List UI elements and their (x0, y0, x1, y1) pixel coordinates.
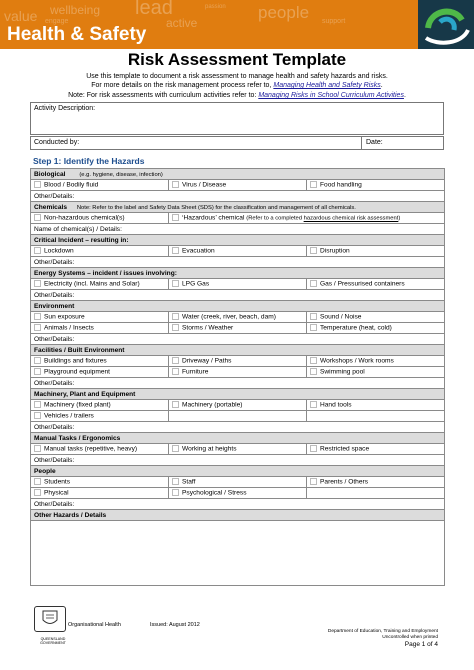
option-label: Working at heights (182, 445, 237, 453)
manual-tasks-header: Manual Tasks / Ergonomics (31, 433, 445, 444)
empty-cell (169, 411, 307, 422)
checkbox-icon[interactable] (34, 313, 41, 320)
hazard-option[interactable] (169, 180, 307, 191)
checkbox-icon[interactable] (34, 445, 41, 452)
banner-word: people (258, 3, 310, 22)
option-note: (Refer to a completed (246, 215, 304, 222)
option-label: Parents / Others (320, 478, 369, 486)
hazard-option[interactable] (169, 246, 307, 257)
checkbox-icon[interactable] (34, 214, 41, 221)
checkbox-icon[interactable] (34, 247, 41, 254)
activity-description-field[interactable] (30, 102, 444, 135)
table-row (31, 367, 445, 378)
option-label: Sun exposure (44, 313, 85, 321)
swirl-logo-icon (418, 0, 474, 49)
option-label: Disruption (320, 247, 350, 255)
footer-dept: Department of Education, Training and Employment (327, 629, 438, 634)
other-details-field[interactable]: Other/Details: (31, 422, 445, 433)
footer-page-number: Page 1 of 4 (404, 641, 438, 648)
checkbox-icon[interactable] (310, 247, 317, 254)
option-label: Buildings and fixtures (44, 357, 107, 365)
option-label: Manual tasks (repetitive, heavy) (44, 445, 138, 453)
other-details-field[interactable]: Other/Details: (31, 455, 445, 466)
checkbox-icon[interactable] (172, 401, 179, 408)
banner-word: value (4, 8, 38, 24)
checkbox-icon[interactable] (34, 280, 41, 287)
checkbox-icon[interactable] (310, 357, 317, 364)
option-label: Furniture (182, 368, 209, 376)
hazard-option[interactable] (31, 367, 169, 378)
hazard-option[interactable] (31, 246, 169, 257)
checkbox-icon[interactable] (34, 489, 41, 496)
other-hazards-field[interactable] (31, 521, 445, 586)
checkbox-icon[interactable] (172, 280, 179, 287)
other-details-field[interactable]: Other/Details: (31, 334, 445, 345)
banner-word: passion (205, 4, 226, 10)
banner-word: engage (45, 18, 69, 25)
people-header: People (31, 466, 445, 477)
checkbox-icon[interactable] (172, 368, 179, 375)
hazard-option[interactable] (169, 279, 307, 290)
footer-org: Organisational Health (68, 622, 121, 628)
banner-word: active (166, 16, 198, 30)
hazard-option[interactable] (31, 444, 169, 455)
activity-description-label: Activity Description: (34, 105, 96, 112)
hazard-option[interactable] (169, 312, 307, 323)
checkbox-icon[interactable] (172, 181, 179, 188)
banner-word: support (322, 18, 346, 25)
conducted-by-row (30, 136, 444, 150)
table-row (31, 477, 445, 488)
table-row (31, 312, 445, 323)
checkbox-icon[interactable] (172, 445, 179, 452)
checkbox-icon[interactable] (310, 401, 317, 408)
table-row (31, 356, 445, 367)
hazard-option[interactable] (31, 488, 169, 499)
option-note: ) (398, 215, 401, 222)
hazard-option[interactable] (31, 279, 169, 290)
banner-word: wellbeing (50, 3, 101, 17)
other-details-field[interactable]: Other/Details: (31, 191, 445, 202)
hazard-option[interactable] (307, 312, 445, 323)
table-row (31, 488, 445, 499)
hazard-option[interactable] (307, 279, 445, 290)
section-note: Note: Refer to the label and Safety Data Sheet (SDS) for the classification and management of all chemicals. (76, 204, 356, 211)
checkbox-icon[interactable] (34, 357, 41, 364)
hazard-option[interactable] (31, 477, 169, 488)
section-title: Biological (34, 170, 66, 178)
checkbox-icon[interactable] (172, 313, 179, 320)
option-label: Playground equipment (44, 368, 110, 376)
option-label: Students (44, 478, 71, 486)
option-label: Storms / Weather (182, 324, 234, 332)
option-label: Staff (182, 478, 196, 486)
checkbox-icon[interactable] (310, 368, 317, 375)
empty-cell (307, 411, 445, 422)
option-label: ‘Hazardous’ chemical (182, 214, 245, 222)
biological-header (31, 169, 445, 180)
table-row (31, 180, 445, 191)
checkbox-icon[interactable] (172, 489, 179, 496)
hazard-option[interactable] (169, 400, 307, 411)
hazardous-chemical-link[interactable]: hazardous chemical risk assessment (303, 215, 399, 222)
hazard-option[interactable] (31, 400, 169, 411)
option-label: Non-hazardous chemical(s) (44, 214, 125, 222)
checkbox-icon[interactable] (172, 214, 179, 221)
hazard-option[interactable] (31, 213, 169, 224)
checkbox-icon[interactable] (172, 478, 179, 485)
option-label: Water (creek, river, beach, dam) (182, 313, 276, 321)
hazards-table (30, 168, 445, 586)
checkbox-icon[interactable] (310, 280, 317, 287)
other-hazards-header: Other Hazards / Details (31, 510, 445, 521)
government-crest-icon (34, 606, 66, 632)
intro-text: . (380, 82, 383, 89)
step1-heading: Step 1: Identify the Hazards (33, 156, 145, 166)
hazard-option[interactable] (169, 477, 307, 488)
table-row (31, 246, 445, 257)
checkbox-icon[interactable] (34, 412, 41, 419)
option-label: Evacuation (182, 247, 215, 255)
intro-text: For more details on the risk management process refer to, (91, 82, 274, 89)
hazard-option[interactable] (169, 488, 307, 499)
energy-systems-header: Energy Systems – incident / issues involving: (31, 268, 445, 279)
hazard-option[interactable] (169, 213, 445, 224)
intro-line-3 (0, 91, 474, 100)
checkbox-icon[interactable] (172, 247, 179, 254)
intro-line-2 (0, 81, 474, 90)
option-label: LPG Gas (182, 280, 210, 288)
table-row (31, 444, 445, 455)
checkbox-icon[interactable] (310, 181, 317, 188)
hazard-option[interactable] (307, 444, 445, 455)
empty-cell (307, 488, 445, 499)
crest-caption: QUEENSLAND GOVERNMENT (40, 637, 66, 645)
table-row (31, 213, 445, 224)
curriculum-risks-link[interactable]: Managing Risks in School Curriculum Activities (258, 92, 404, 99)
hazard-option[interactable] (31, 180, 169, 191)
option-label: Workshops / Work rooms (320, 357, 394, 365)
option-label: Food handling (320, 181, 362, 189)
hazard-option[interactable] (307, 246, 445, 257)
document-title: Risk Assessment Template (127, 50, 347, 69)
header-banner (0, 0, 474, 49)
date-label: Date: (366, 139, 383, 146)
option-label: Virus / Disease (182, 181, 227, 189)
hazard-option[interactable] (31, 312, 169, 323)
checkbox-icon[interactable] (34, 368, 41, 375)
environment-header: Environment (31, 301, 445, 312)
footer-uncontrolled: Uncontrolled when printed (382, 635, 438, 640)
table-row (31, 411, 445, 422)
checkbox-icon[interactable] (310, 313, 317, 320)
banner-word: lead (135, 0, 173, 19)
table-row (31, 323, 445, 334)
option-label: Psychological / Stress (182, 489, 247, 497)
hazard-option[interactable] (307, 356, 445, 367)
option-label: Electricity (incl. Mains and Solar) (44, 280, 140, 288)
checkbox-icon[interactable] (34, 478, 41, 485)
section-note: (e.g. hygiene, disease, infection) (79, 171, 163, 178)
other-details-field[interactable]: Other/Details: (31, 499, 445, 510)
intro-text: Note: For risk assessments with curriculum activities refer to: (68, 92, 259, 99)
intro-line-1: Use this template to document a risk assessment to manage health and safety hazards and risks. (86, 73, 388, 80)
table-row (31, 400, 445, 411)
hazard-option[interactable] (31, 411, 169, 422)
option-label: Lockdown (44, 247, 74, 255)
other-details-field[interactable]: Other/Details: (31, 257, 445, 268)
managing-risks-link[interactable]: Managing Health and Safety Risks (273, 82, 381, 89)
option-label: Gas / Pressurised containers (320, 280, 405, 288)
hazard-option[interactable] (307, 323, 445, 334)
critical-incident-header: Critical Incident – resulting in: (31, 235, 445, 246)
hazard-option[interactable] (169, 356, 307, 367)
hazard-option[interactable] (307, 180, 445, 191)
checkbox-icon[interactable] (310, 445, 317, 452)
checkbox-icon[interactable] (310, 324, 317, 331)
banner-title: Health & Safety (7, 24, 147, 45)
option-label: Swimming pool (320, 368, 365, 376)
hazard-option[interactable] (307, 477, 445, 488)
checkbox-icon[interactable] (34, 324, 41, 331)
option-label: Animals / Insects (44, 324, 94, 332)
hazard-option[interactable] (307, 367, 445, 378)
checkbox-icon[interactable] (172, 357, 179, 364)
machinery-header: Machinery, Plant and Equipment (31, 389, 445, 400)
option-label: Sound / Noise (320, 313, 362, 321)
other-details-field[interactable]: Other/Details: (31, 378, 445, 389)
checkbox-icon[interactable] (34, 181, 41, 188)
conducted-by-label: Conducted by: (34, 139, 80, 146)
intro-text: . (403, 92, 406, 99)
option-label: Driveway / Paths (182, 357, 232, 365)
option-label: Machinery (portable) (182, 401, 243, 409)
chemicals-header (31, 202, 445, 213)
checkbox-icon[interactable] (34, 401, 41, 408)
option-label: Blood / Bodily fluid (44, 181, 99, 189)
hazard-option[interactable] (31, 356, 169, 367)
option-label: Machinery (fixed plant) (44, 401, 111, 409)
option-label: Restricted space (320, 445, 370, 453)
checkbox-icon[interactable] (310, 478, 317, 485)
facilities-header: Facilities / Built Environment (31, 345, 445, 356)
hazard-option[interactable] (169, 367, 307, 378)
chemical-name-field[interactable]: Name of chemical(s) / Details: (31, 224, 445, 235)
footer-issued: Issued: August 2012 (150, 622, 200, 628)
other-details-field[interactable]: Other/Details: (31, 290, 445, 301)
option-label: Vehicles / trailers (44, 412, 94, 420)
option-label: Hand tools (320, 401, 352, 409)
option-label: Temperature (heat, cold) (320, 324, 392, 332)
hazard-option[interactable] (307, 400, 445, 411)
section-title: Chemicals (34, 203, 67, 211)
option-label: Physical (44, 489, 69, 497)
checkbox-icon[interactable] (172, 324, 179, 331)
hazard-option[interactable] (169, 323, 307, 334)
table-row (31, 279, 445, 290)
hazard-option[interactable] (169, 444, 307, 455)
hazard-option[interactable] (31, 323, 169, 334)
